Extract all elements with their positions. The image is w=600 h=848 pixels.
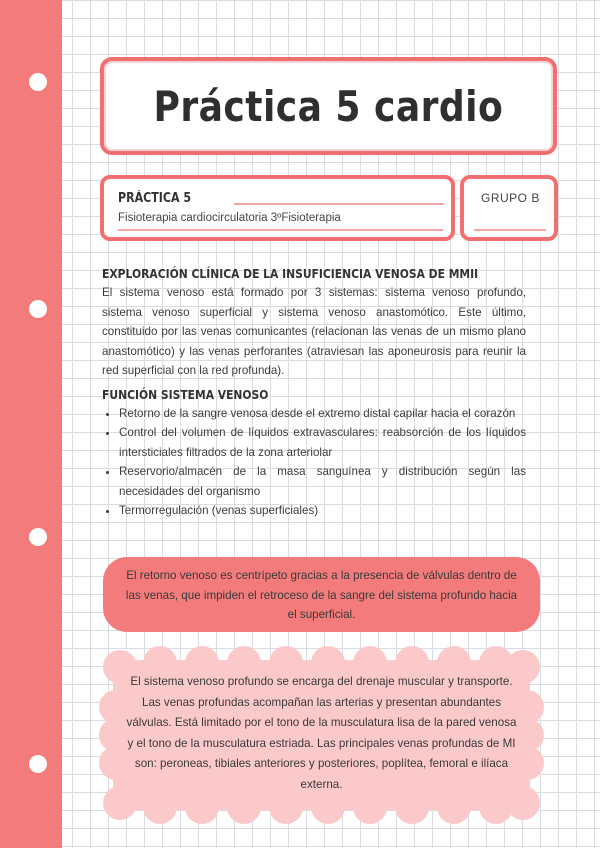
group-box	[460, 175, 558, 241]
list-item: • Termorregulación (venas superficiales)	[119, 501, 526, 521]
page-title: Práctica 5 cardio	[153, 81, 504, 131]
list-item: • Retorno de la sangre venosa desde el extremo distal capilar hacia el corazón	[119, 404, 526, 424]
divider-line	[474, 229, 546, 231]
cloud-bump	[143, 790, 177, 824]
main-content	[102, 266, 526, 521]
section-heading-exploracion: EXPLORACIÓN CLÍNICA DE LA INSUFICIENCIA VENOSA DE MMII	[102, 266, 479, 281]
section-heading-funcion: FUNCIÓN SISTEMA VENOSO	[102, 386, 269, 402]
list-item: • Reservorio/almacén de la masa sanguínea y distribución según las necesidades del organismo	[119, 462, 526, 501]
binder-hole	[29, 755, 47, 773]
binder-hole	[29, 528, 47, 546]
list-item: • Control del volumen de líquidos extravasculares: reabsorción de los líquidos intersticiales filtrados de la zona arteriolar	[119, 423, 526, 462]
binder-hole	[29, 73, 47, 91]
function-list	[102, 404, 526, 521]
cloud-note	[103, 650, 540, 820]
notebook-margin	[0, 0, 62, 848]
practice-info-box	[100, 175, 455, 241]
cloud-bump	[185, 790, 219, 824]
cloud-text: El sistema venoso profundo se encarga del drenaje muscular y transporte. Las venas profundas acompañan las arterias y presentan abundantes válvulas. Está limitado por el tono de la musculatura lisa de la pared venosa y el tono de la musculatura estriada. Las principales venas profundas de MI son: peroneas, tibiales anteriores y posteriores, poplítea, femoral e ilíaca externa.	[126, 675, 517, 791]
divider-line	[118, 229, 443, 231]
section-paragraph: El sistema venoso está formado por 3 sistemas: sistema venoso profundo, sistema venoso superficial y sistema venoso anastomótico. Este último, constituido por las venas comunicantes (relacionan las venas de un mismo plano anastomótico) y las venas perforantes (atraviesan las aponeurosis para reunir la red superficial con la red profunda).	[102, 286, 526, 377]
binder-hole	[29, 300, 47, 318]
cloud-bump	[437, 790, 471, 824]
subject-label: Fisioterapia cardiocirculatoria 3ºFisioterapia	[118, 212, 341, 224]
callout-text: El retorno venoso es centrípeto gracias a la presencia de válvulas dentro de las venas, que impiden el retroceso de la sangre del sistema profundo hacia el superficial.	[125, 569, 518, 621]
cloud-bump	[269, 790, 303, 824]
cloud-bump	[227, 790, 261, 824]
cloud-bump	[395, 790, 429, 824]
cloud-bump	[311, 790, 345, 824]
callout-box	[103, 557, 540, 632]
cloud-bump	[353, 790, 387, 824]
group-label: GRUPO B	[481, 191, 540, 205]
practice-label: PRÁCTICA 5	[118, 191, 192, 206]
title-box	[100, 57, 557, 155]
divider-line	[234, 203, 444, 205]
